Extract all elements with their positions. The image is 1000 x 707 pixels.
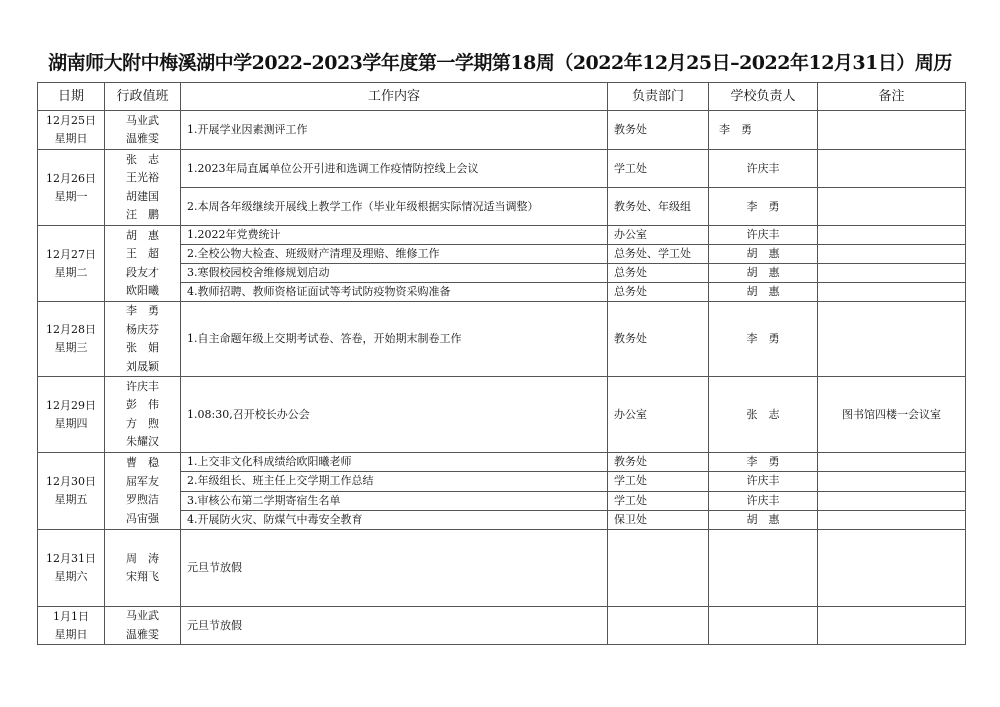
- duty-name: 温雅雯: [126, 132, 159, 145]
- duty-name: 温雅雯: [126, 627, 159, 641]
- task-leader: 胡 惠: [709, 510, 818, 529]
- task-note: [818, 302, 966, 377]
- task-note: [818, 453, 966, 472]
- duty-name: 汪 鹏: [126, 208, 159, 221]
- weekday: 星期三: [54, 341, 88, 354]
- task-leader: 胡 惠: [709, 245, 818, 264]
- duty-name: 宋翔飞: [126, 570, 159, 583]
- duty-name: 王 超: [126, 247, 159, 260]
- weekday: 星期日: [54, 132, 88, 145]
- weekday: 星期一: [54, 189, 88, 203]
- duty-name: 冯宙强: [126, 511, 159, 525]
- task-note: [818, 607, 966, 645]
- task-content: 1.2023年局直属单位公开引进和选调工作疫情防控线上会议: [181, 150, 608, 188]
- date-cell: [38, 377, 105, 453]
- date: 12月31日: [46, 552, 96, 565]
- header-dept: 负责部门: [608, 83, 709, 111]
- duty-cell: [105, 530, 181, 607]
- header-row: [38, 83, 966, 111]
- table-row: [38, 226, 966, 245]
- date-cell: [38, 111, 105, 150]
- task-content: 1.自主命题年级上交期考试卷、答卷，开始期末制卷工作: [181, 302, 608, 377]
- task-content: 元旦节放假: [181, 530, 608, 607]
- task-content: 4.开展防火灾、防煤气中毒安全教育: [181, 510, 608, 529]
- duty-name: 欧阳曦: [126, 284, 159, 297]
- task-note: [818, 226, 966, 245]
- task-note: [818, 188, 966, 226]
- date-cell: [38, 226, 105, 302]
- task-note: [818, 111, 966, 150]
- table-row: [38, 111, 966, 150]
- task-content: 1.上交非文化科成绩给欧阳曦老师: [181, 453, 608, 472]
- duty-name: 曹 稳: [126, 456, 159, 469]
- task-leader: 张 志: [709, 377, 818, 453]
- date: 1月1日: [53, 609, 89, 623]
- header-leader: 学校负责人: [709, 83, 818, 111]
- duty-name: 张 志: [126, 152, 159, 166]
- date: 12月28日: [46, 323, 96, 336]
- duty-name: 方 煦: [126, 416, 159, 430]
- weekday: 星期五: [54, 493, 88, 506]
- duty-name: 周 涛: [126, 551, 159, 565]
- task-leader: [709, 530, 818, 607]
- duty-name: 刘晟颖: [126, 359, 159, 373]
- task-content: 2.本周各年级继续开展线上教学工作（毕业年级根据实际情况适当调整）: [181, 188, 608, 226]
- task-dept: 总务处、学工处: [608, 245, 709, 264]
- duty-name: 段友才: [126, 265, 159, 279]
- header-duty: 行政值班: [105, 83, 181, 111]
- task-leader: 胡 惠: [709, 264, 818, 283]
- task-leader: 许庆丰: [709, 226, 818, 245]
- table-row: [38, 607, 966, 645]
- date: 12月30日: [46, 475, 96, 488]
- header-date: 日期: [38, 83, 105, 111]
- task-dept: 学工处: [608, 491, 709, 510]
- duty-name: 朱耀汉: [126, 435, 159, 448]
- header-content: 工作内容: [181, 83, 608, 111]
- date: 12月25日: [46, 114, 96, 127]
- task-dept: 教务处、年级组: [608, 188, 709, 226]
- date-cell: [38, 607, 105, 645]
- task-content: 4.教师招聘、教师资格证面试等考试防疫物资采购准备: [181, 283, 608, 302]
- weekday: 星期六: [54, 570, 88, 583]
- task-content: 1.开展学业因素测评工作: [181, 111, 608, 150]
- task-dept: 保卫处: [608, 510, 709, 529]
- task-content: 3.寒假校园校舍维修规划启动: [181, 264, 608, 283]
- duty-cell: [105, 377, 181, 453]
- task-leader: 胡 惠: [709, 283, 818, 302]
- date-cell: [38, 530, 105, 607]
- duty-name: 王光裕: [126, 171, 159, 184]
- task-note: [818, 264, 966, 283]
- duty-name: 杨庆芬: [126, 322, 159, 336]
- header-note: 备注: [818, 83, 966, 111]
- duty-cell: [105, 150, 181, 226]
- task-content: 1.08:30,召开校长办公会: [181, 377, 608, 453]
- duty-name: 胡建国: [126, 189, 159, 203]
- task-leader: 李 勇: [709, 302, 818, 377]
- task-content: 2.全校公物大检查、班级财产清理及理赔、维修工作: [181, 245, 608, 264]
- task-dept: 学工处: [608, 472, 709, 491]
- table-row: [38, 453, 966, 472]
- task-leader: 许庆丰: [709, 472, 818, 491]
- weekday: 星期四: [54, 416, 88, 430]
- task-note: 图书馆四楼一会议室: [818, 377, 966, 453]
- task-leader: 许庆丰: [709, 150, 818, 188]
- task-leader: 李 勇: [709, 188, 818, 226]
- duty-cell: [105, 453, 181, 530]
- task-note: [818, 283, 966, 302]
- task-note: [818, 472, 966, 491]
- table-row: [38, 530, 966, 607]
- date: 12月26日: [46, 171, 96, 185]
- task-leader: 许庆丰: [709, 491, 818, 510]
- task-dept: [608, 530, 709, 607]
- task-dept: 教务处: [608, 111, 709, 150]
- table-row: [38, 302, 966, 377]
- task-note: [818, 245, 966, 264]
- date: 12月29日: [46, 398, 96, 412]
- task-note: [818, 150, 966, 188]
- table-row: [38, 150, 966, 188]
- date: 12月27日: [46, 247, 96, 261]
- task-dept: 学工处: [608, 150, 709, 188]
- task-dept: 教务处: [608, 453, 709, 472]
- task-dept: [608, 607, 709, 645]
- task-dept: 教务处: [608, 302, 709, 377]
- duty-name: 罗煦洁: [126, 493, 159, 506]
- task-content: 元旦节放假: [181, 607, 608, 645]
- task-leader: [709, 607, 818, 645]
- duty-cell: [105, 607, 181, 645]
- duty-name: 张 娟: [126, 341, 159, 354]
- duty-name: 马业武: [126, 113, 159, 127]
- weekly-calendar-table: [37, 82, 966, 645]
- page-title: 湖南师大附中梅溪湖中学2022–2023学年度第一学期第18周（2022年12月25日–2022年12月31日）周历: [48, 52, 952, 74]
- duty-name: 胡 惠: [126, 228, 159, 242]
- weekday: 星期日: [54, 627, 88, 641]
- task-content: 2.年级组长、班主任上交学期工作总结: [181, 472, 608, 491]
- task-dept: 办公室: [608, 226, 709, 245]
- duty-cell: [105, 111, 181, 150]
- duty-name: 屈军友: [126, 474, 159, 488]
- task-content: 3.审核公布第二学期寄宿生名单: [181, 491, 608, 510]
- task-content: 1.2022年党费统计: [181, 226, 608, 245]
- task-leader: 李 勇: [709, 111, 818, 150]
- task-note: [818, 491, 966, 510]
- task-leader: 李 勇: [709, 453, 818, 472]
- task-note: [818, 510, 966, 529]
- date-cell: [38, 453, 105, 530]
- task-dept: 总务处: [608, 264, 709, 283]
- duty-cell: [105, 226, 181, 302]
- task-note: [818, 530, 966, 607]
- date-cell: [38, 150, 105, 226]
- duty-cell: [105, 302, 181, 377]
- weekday: 星期二: [54, 265, 88, 279]
- duty-name: 彭 伟: [126, 398, 159, 411]
- task-dept: 办公室: [608, 377, 709, 453]
- duty-name: 许庆丰: [126, 379, 159, 393]
- duty-name: 马业武: [126, 609, 159, 622]
- date-cell: [38, 302, 105, 377]
- duty-name: 李 勇: [126, 304, 159, 317]
- task-dept: 总务处: [608, 283, 709, 302]
- table-row: [38, 377, 966, 453]
